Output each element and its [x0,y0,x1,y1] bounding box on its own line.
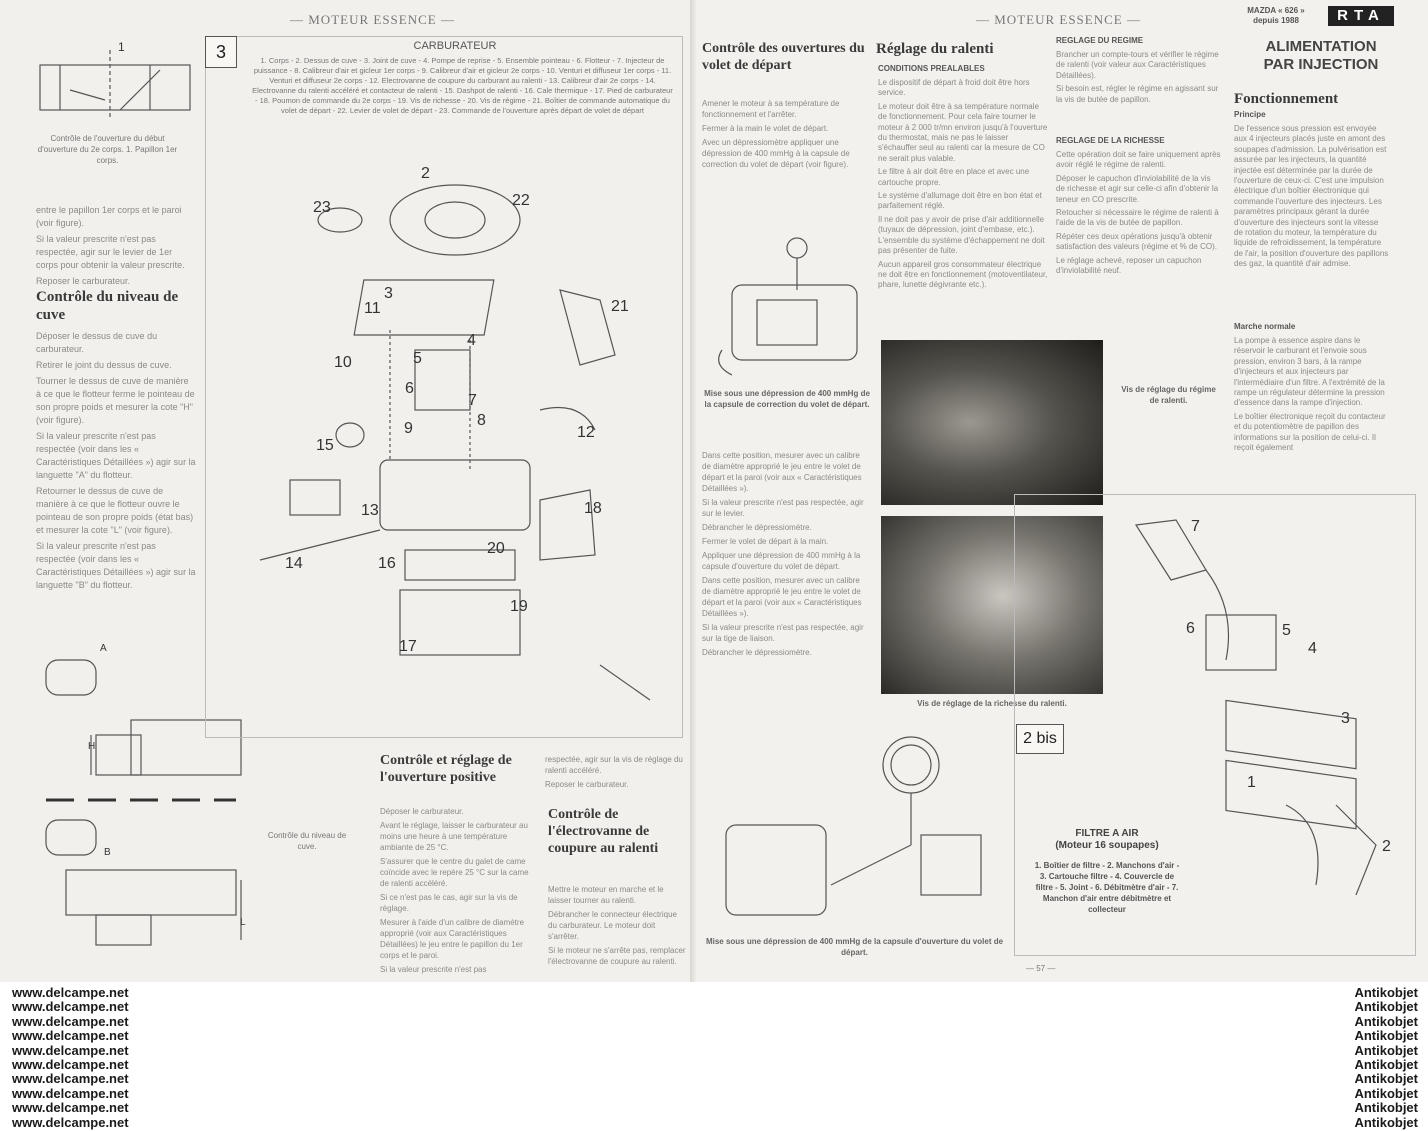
paragraph: Débrancher le dépressiomètre. [702,648,812,657]
paragraph: Si la valeur prescrite n'est pas respectée (voir dans les « Caractéristiques Détaillées ») agir sur la languette "B" du flotteur. [36,541,196,590]
figure-2bis-number: 2 bis [1016,724,1064,754]
filter-number-4: 4 [1308,640,1317,657]
part-number-17: 17 [399,638,417,655]
paragraph: respectée, agir sur la vis de réglage du ralenti accéléré. [545,755,683,775]
watermark-text: Antikobjet [1354,1013,1418,1029]
label-L: L [240,917,246,928]
carburetor-exploded-view [240,160,680,730]
watermark-left [12,986,129,1130]
brand-model: MAZDA « 626 » [1247,6,1305,15]
part-number-4: 4 [467,332,476,349]
paragraph: Le réglage achevé, reposer un capuchon d'inviolabilité neuf. [1056,255,1202,276]
caption-bottom: Mise sous une dépression de 400 mmHg de la capsule d'ouverture du volet de départ. [705,937,1004,957]
section-title-niveau: Contrôle du niveau de cuve [36,289,179,323]
paragraph: Débrancher le connecteur électrique du carburateur. Le moteur doit s'arrêter. [548,910,677,941]
part-number-3: 3 [384,285,393,302]
section-richesse-sub: REGLAGE DE LA RICHESSE [1056,136,1165,145]
part-number-15: 15 [316,437,334,454]
filter-number-5: 5 [1282,622,1291,639]
part-number-9: 9 [404,420,413,437]
paragraph: Le système d'allumage doit être en bon état et parfaitement réglé. [878,191,1042,211]
part-number-10: 10 [334,354,352,371]
watermark-text: Antikobjet [1354,1085,1418,1101]
paragraph: Le boîtier électronique reçoit du contacteur et du potentiomètre de papillon des informations sur la position de celui-ci. Il reçoit également [1234,411,1386,453]
brand-info [1231,6,1321,26]
watermark-link[interactable]: www.delcampe.net [12,999,129,1015]
section-title-volet: Contrôle des ouvertures du volet de départ [702,41,865,73]
watermark-text: Antikobjet [1354,1028,1418,1044]
paragraph: Appliquer une dépression de 400 mmHg à la capsule d'ouverture du volet de départ. [702,551,861,571]
part-number-22: 22 [512,192,530,209]
paragraph: Reposer le carburateur. [545,780,629,789]
right-page [696,0,1428,982]
label-H: H [88,741,96,752]
figure-legend: 1. Corps - 2. Dessus de cuve - 3. Joint de cuve - 4. Pompe de reprise - 5. Ensemble pointeau - 6. Flotteur - 7. Injecteur de puissance - 8. Calibreur d'air et gicleur 1er corps - 9. Calibreur d'air et gicleur 2e corps - 10. Venturi et diffuseur 1er corps - 11. Venturi et diffuseur 2e corps - 12. Electrovanne de coupure du carburant au ralenti - 13. Calibreur d'air 2e corps - 14. Electrovanne du ralenti accéléré et contacteur de ralenti - 15. Dashpot de ralenti - 16. Cale thermique - 17. Pied de carburateur - 18. Poumon de commande du 2e corps - 19. Vis de richesse - 20. Vis de régime - 21. Boîtier de commande automatique du volet de départ - 22. Levier de volet de départ - 23. Commande de l'ouverture après départ de volet de départ [252,56,673,115]
caption-niveau: Contrôle du niveau de cuve. [267,831,347,851]
part-number-13: 13 [361,502,379,519]
part-number-19: 19 [510,598,528,615]
throttle-diagram [30,40,200,130]
paragraph: Le filtre à air doit être en place et avec une cartouche propre. [878,167,1030,187]
page-number: — 57 — [1026,964,1056,973]
watermark-text: Antikobjet [1354,1071,1418,1087]
part-number-8: 8 [477,412,486,429]
section-marche-text [1234,336,1389,456]
left-page [0,0,696,982]
running-head-right: — MOTEUR ESSENCE — [976,12,1141,27]
part-number-2: 2 [421,165,430,182]
capsule-depression-sketch [706,725,1006,930]
section-title-electrovanne: Contrôle de l'électrovanne de coupure au ralenti [548,807,659,856]
watermark-link[interactable]: www.delcampe.net [12,1013,129,1029]
section-ouverture-text [380,806,530,978]
part-number-7: 7 [468,392,477,409]
watermark-link[interactable]: www.delcampe.net [12,1114,129,1130]
paragraph: Si la valeur prescrite n'est pas respectée, agir sur le levier. [702,498,864,518]
paragraph: Déposer le carburateur. [380,807,464,816]
part-number-16: 16 [378,555,396,572]
chapter-title-line: ALIMENTATION [1265,38,1377,55]
part-number-5: 5 [413,350,422,367]
section-ralenti-text [878,78,1048,294]
text-top [36,204,196,291]
paragraph: Si besoin est, régler le régime en agissant sur la vis de butée de papillon. [1056,84,1219,104]
part-number-21: 21 [611,298,629,315]
brand-year: depuis 1988 [1253,16,1299,25]
caption-volet: Mise sous une dépression de 400 mmHg de la capsule de correction du volet de départ. [704,389,870,409]
depressiometer-sketch [702,230,872,380]
watermark-link[interactable]: www.delcampe.net [12,1028,129,1044]
filter-number-1: 1 [1247,774,1256,791]
caption-photo1: Vis de réglage du régime de ralenti. [1121,385,1216,405]
section-volet-text2 [702,450,870,661]
figure-title: CARBURATEUR [413,40,497,52]
paragraph: Avant le réglage, laisser le carburateur au moins une heure à une température ambiante de 25 °C. [380,821,528,852]
section-fonct-sub: Principe [1234,110,1266,119]
diagram-label-1: 1 [118,40,125,54]
section-regime-sub: REGLAGE DU REGIME [1056,36,1144,45]
watermark-footer [0,982,1428,1131]
paragraph: Si la valeur prescrite n'est pas [380,965,487,974]
filter-number-2: 2 [1382,838,1391,855]
section-richesse-text [1056,150,1221,279]
label-B: B [104,847,111,858]
section-title-ralenti: Réglage du ralenti [876,41,994,57]
paragraph: Retoucher si nécessaire le régime de ralenti à l'aide de la vis de butée de papillon. [1056,208,1219,228]
figure-2bis-heading [1032,828,1182,852]
paragraph: Mesurer à l'aide d'un calibre de diamètre approprié (voir aux Caractéristiques Détaillées) le jeu entre le papillon du 1er corps et le paroi. [380,918,525,960]
label-A: A [100,643,107,654]
figure-2bis-title: FILTRE A AIR [1075,828,1139,839]
part-number-6: 6 [405,380,414,397]
watermark-text: Antikobjet [1354,1056,1418,1072]
paragraph: Si le moteur ne s'arrête pas, remplacer l'électrovanne de coupure au ralenti. [548,946,686,966]
part-number-18: 18 [584,500,602,517]
paragraph: entre le papillon 1er corps et le paroi (voir figure). [36,205,182,228]
paragraph: Fermer le volet de départ à la main. [702,537,829,546]
paragraph: Dans cette position, mesurer avec un calibre de diamètre approprié le jeu entre le volet de départ et la paroi (voir aux « Caractéristiques Détaillées »). [702,451,862,493]
watermark-text: Antikobjet [1354,1042,1418,1058]
paragraph: S'assurer que le centre du galet de came coïncide avec le repère 25 °C sur la came de ralenti accéléré. [380,857,529,888]
section-niveau-text [36,330,196,595]
caption-top: Contrôle de l'ouverture du début d'ouverture du 2e corps. 1. Papillon 1er corps. [37,134,178,165]
watermark-text: Antikobjet [1354,999,1418,1015]
photo-regime-ralenti [881,340,1103,505]
watermark-link[interactable]: www.delcampe.net [12,1042,129,1058]
section-regime-text [1056,50,1221,108]
filter-number-3: 3 [1341,710,1350,727]
paragraph: Tourner le dessus de cuve de manière à ce que le flotteur ferme le pointeau de son propre poids et mesurer la cote "H" (voir figure). [36,376,195,425]
figure-number: 3 [205,36,237,68]
watermark-text: Antikobjet [1354,1100,1418,1116]
paragraph: Retirer le joint du dessus de cuve. [36,360,172,370]
chapter-title-line: PAR INJECTION [1263,56,1379,73]
figure-2bis-subtitle: (Moteur 16 soupapes) [1055,840,1159,851]
paragraph: Débrancher le dépressiomètre. [702,523,812,532]
paragraph: Déposer le capuchon d'inviolabilité de la vis de richesse et agir sur celle-ci afin d'obtenir la teneur en CO prescrite. [1056,173,1219,204]
part-number-11: 11 [364,300,381,317]
paragraph: Le dispositif de départ à froid doit être hors service. [878,78,1030,98]
paragraph: Brancher un compte-tours et vérifier le régime de ralenti (voir valeur aux Caractéristiques Détaillées). [1056,50,1219,80]
caption-photo2: Vis de réglage de la richesse du ralenti. [917,699,1067,708]
section-marche-sub: Marche normale [1234,322,1296,331]
part-number-20: 20 [487,540,505,557]
watermark-link[interactable]: www.delcampe.net [12,1071,129,1087]
watermark-right [1354,986,1418,1130]
paragraph: Si la valeur prescrite n'est pas respectée, agir sur la tige de liaison. [702,623,864,643]
paragraph: Déposer le dessus de cuve du carburateur. [36,331,158,354]
part-number-14: 14 [285,555,303,572]
rta-logo: RTA [1328,6,1394,26]
section-fonct-text [1234,124,1389,273]
paragraph: Il ne doit pas y avoir de prise d'air additionnelle (tuyaux de dépression, joint d'embase, etc.). L'ensemble du système d'échappement ne doit pas présenter de fuite. [878,214,1045,256]
paragraph: Si la valeur prescrite n'est pas respectée, agir sur le levier de 1er corps pour obtenir la valeur prescrite. [36,234,185,270]
watermark-link[interactable]: www.delcampe.net [12,1100,129,1116]
paragraph: Cette opération doit se faire uniquement après avoir réglé le régime de ralenti. [1056,150,1221,170]
paragraph: Reposer le carburateur. [36,276,131,286]
paragraph: La pompe à essence aspire dans le réservoir le carburant et l'envoie sous pression, environ 3 bars, à la rampe d'injecteurs et aux injecteurs par l'intermédiaire d'un filtre. A l'extrémité de la rampe un régulateur détermine la pression d'essence dans la rampe d'injection. [1234,336,1385,408]
paragraph: Aucun appareil gros consommateur électrique ne doit être en fonctionnement (motoventilateur, phare, lunette dégivrante etc.). [878,259,1048,290]
figure-2bis-legend: 1. Boîtier de filtre - 2. Manchons d'air - 3. Cartouche filtre - 4. Couvercle de filtre - 5. Joint - 6. Débitmètre d'air - 7. Manchon d'air entre débitmètre et collecteur [1034,861,1180,914]
section-volet-text [702,98,870,173]
filter-number-7: 7 [1191,518,1200,535]
paragraph: Amener le moteur à sa température de fonctionnement et l'arrêter. [702,99,840,119]
paragraph: Si la valeur prescrite n'est pas respectée (voir dans les « Caractéristiques Détaillées ») agir sur la languette "A" du flotteur. [36,431,196,480]
paragraph: Dans cette position, mesurer avec un calibre de diamètre approprié le jeu entre le volet de départ et la paroi (voir aux « Caractéristiques Détaillées »). [702,576,862,618]
watermark-text: Antikobjet [1354,1114,1418,1130]
watermark-link[interactable]: www.delcampe.net [12,985,129,1000]
section-ralenti-sub: CONDITIONS PREALABLES [878,64,985,73]
watermark-text: Antikobjet [1354,985,1418,1000]
running-head: — MOTEUR ESSENCE — [290,12,455,27]
part-number-12: 12 [577,424,595,441]
paragraph: Le moteur doit être à sa température normale de fonctionnement. Pour cela faire tourner le moteur à 2 000 tr/mn environ jusqu'à l'ouverture du thermostat, mais ne pas le laisser s'échauffer seul au ralenti car la mesure de CO ne serait plus valable. [878,101,1048,163]
paragraph: De l'essence sous pression est envoyée aux 4 injecteurs placés juste en amont des soupapes d'admission. La pulvérisation est assurée par les injecteurs, la quantité injectée est déterminée par la durée de l'ouverture de ceux-ci. C'est une impulsion électrique d'un boîtier électronique qui commande l'ouverture des injecteurs. Les paramètres principaux gérant la durée d'ouverture des injecteurs sont la vitesse de rotation du moteur, la température du liquide de refroidissement, la température de l'air, la position d'ouverture des papillons des gaz, la quantité d'air admise. [1234,124,1389,269]
section-title-fonctionnement: Fonctionnement [1234,91,1339,107]
watermark-link[interactable]: www.delcampe.net [12,1056,129,1072]
paragraph: Si ce n'est pas le cas, agir sur la vis de réglage. [380,893,518,913]
chapter-title [1241,38,1401,74]
watermark-link[interactable]: www.delcampe.net [12,1085,129,1101]
paragraph: Répéter ces deux opérations jusqu'à obtenir satisfaction des valeurs (régime et % de CO). [1056,231,1217,252]
section-electrovanne-intro [545,754,685,793]
paragraph: Retourner le dessus de cuve de manière à ce que le flotteur ouvre le pointeau de son propre poids (état bas) et mesurer la cote "L" (voir figure). [36,486,194,535]
paragraph: Fermer à la main le volet de départ. [702,124,829,133]
section-electrovanne-text [548,884,688,970]
paragraph: Avec un dépressiomètre appliquer une dépression de 400 mmHg à la capsule de correction du volet de départ (voir figure). [702,138,850,169]
paragraph: Mettre le moteur en marche et le laisser tourner au ralenti. [548,885,664,905]
filter-number-6: 6 [1186,620,1195,637]
section-title-ouverture: Contrôle et réglage de l'ouverture positive [380,753,512,785]
part-number-23: 23 [313,199,331,216]
